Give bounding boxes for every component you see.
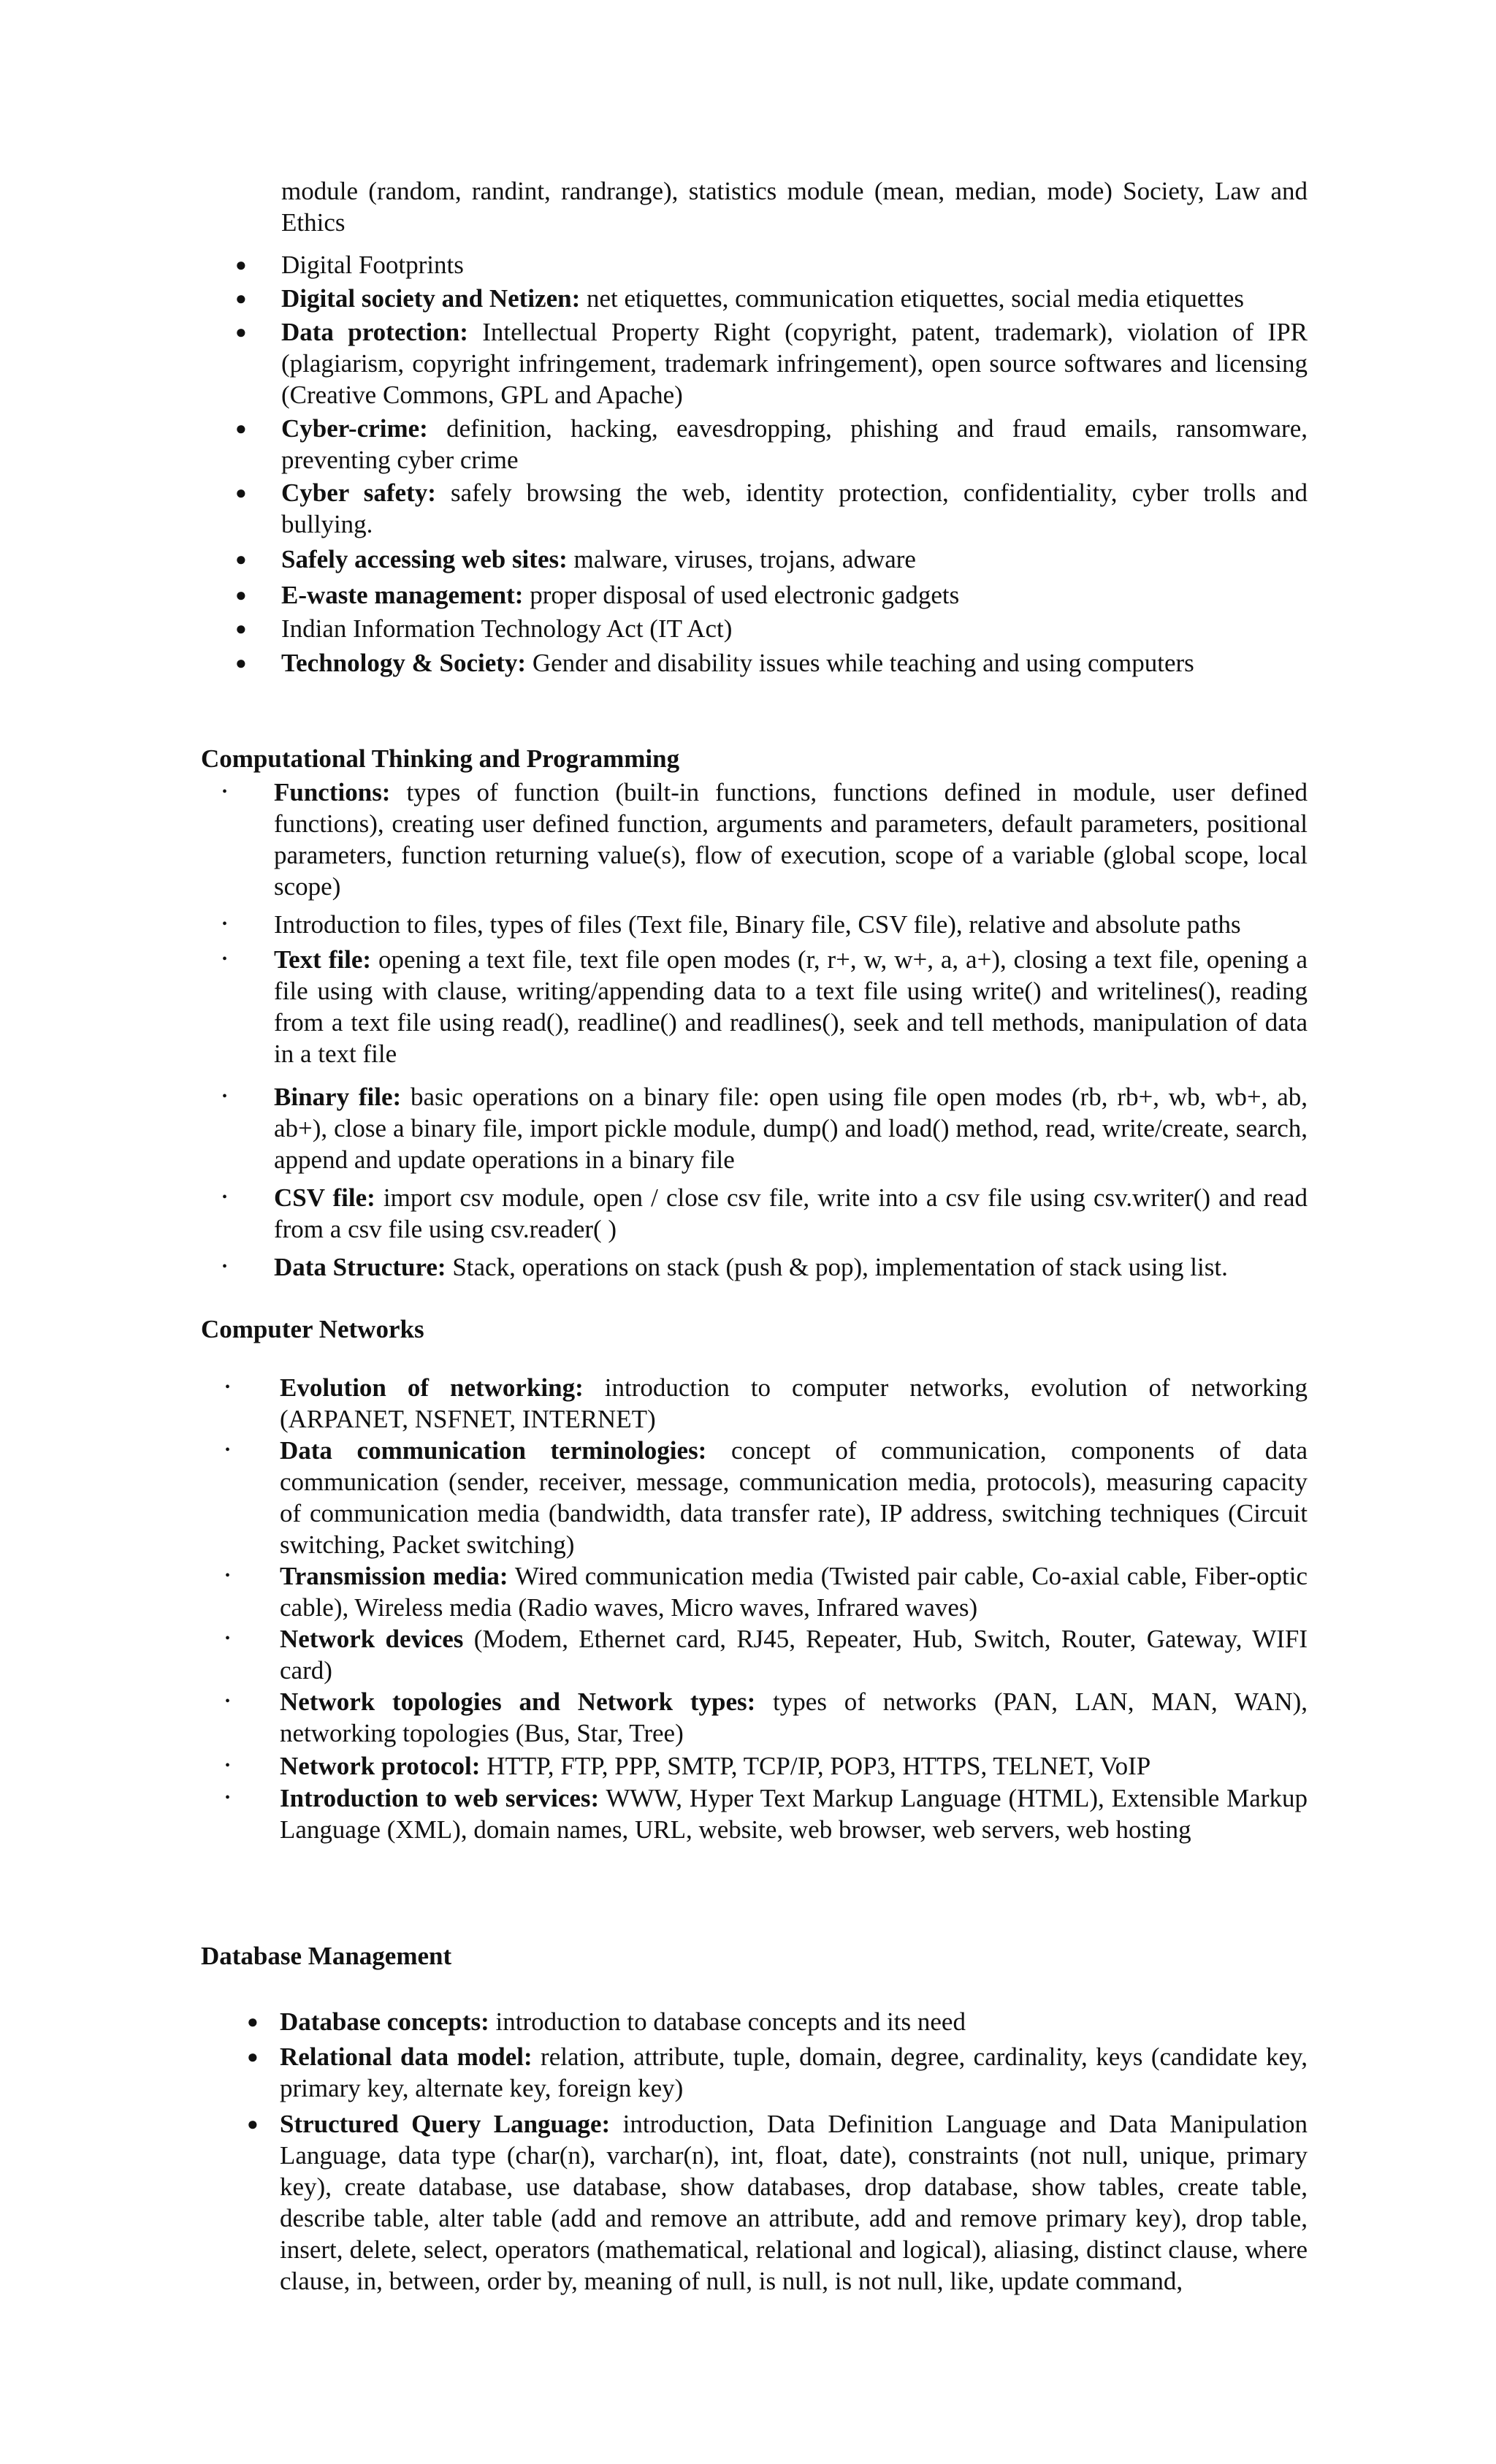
- bullet-icon: ●: [235, 482, 247, 503]
- list-item: CSV file: import csv module, open / close csv file, write into a csv file using csv.writer() and read from a csv file using csv.reader( ): [274, 1183, 1308, 1243]
- bullet-icon: ●: [235, 618, 247, 639]
- bullet-icon: ●: [247, 2011, 259, 2032]
- bullet-icon: •: [225, 1630, 231, 1647]
- list-item: Data communication terminologies: concept of communication, components of data communication (sender, receiver, message, communication media, protocols), measuring capacity of communication media (bandwidth, data transfer rate), IP address, switching techniques (Circuit switching, Packet switching): [280, 1436, 1308, 1559]
- bullet-icon: ●: [247, 2046, 259, 2067]
- list-item: Digital society and Netizen: net etiquettes, communication etiquettes, social media etiquettes: [281, 284, 1244, 313]
- bullet-icon: •: [225, 1758, 231, 1774]
- list-item: Transmission media: Wired communication media (Twisted pair cable, Co-axial cable, Fiber-optic cable), Wireless media (Radio waves, Micro waves, Infrared waves): [280, 1562, 1308, 1622]
- bullet-icon: •: [222, 1189, 228, 1205]
- bullet-icon: •: [222, 951, 228, 967]
- bullet-icon: ●: [235, 549, 247, 570]
- list-item: Data Structure: Stack, operations on stack (push & pop), implementation of stack using list.: [274, 1253, 1228, 1281]
- bullet-icon: •: [222, 916, 228, 932]
- list-item: Database concepts: introduction to database concepts and its need: [280, 2007, 966, 2036]
- bullet-icon: •: [225, 1379, 231, 1395]
- bullet-icon: •: [225, 1442, 231, 1458]
- bullet-icon: ●: [235, 418, 247, 439]
- list-item: E-waste management: proper disposal of used electronic gadgets: [281, 581, 960, 609]
- list-item: Network topologies and Network types: types of networks (PAN, LAN, MAN, WAN), networking topologies (Bus, Star, Tree): [280, 1687, 1308, 1747]
- section-heading-dbms: Database Management: [201, 1942, 452, 1970]
- bullet-icon: •: [225, 1568, 231, 1584]
- list-item: Functions: types of function (built-in functions, functions defined in module, user defined functions), creating user defined function, arguments and parameters, default parameters, positional parameters, function returning value(s), flow of execution, scope of a variable (global scope, local scope): [274, 778, 1308, 901]
- list-item: Network protocol: HTTP, FTP, PPP, SMTP, TCP/IP, POP3, HTTPS, TELNET, VoIP: [280, 1752, 1151, 1780]
- list-item: Structured Query Language: introduction, Data Definition Language and Data Manipulation Language, data type (char(n), varchar(n), int, float, date), constraints (not null, unique, primary key), create database, use database, show databases, drop database, show tables, create table, describe table, alter table (add and remove an attribute, add and remove primary key), drop table, insert, delete, select, operators (mathematical, relational and logical), aliasing, distinct clause, where clause, in, between, order by, meaning of null, is null, is not null, like, update command,: [280, 2110, 1308, 2295]
- bullet-icon: •: [222, 1259, 228, 1275]
- list-item: Network devices (Modem, Ethernet card, RJ45, Repeater, Hub, Switch, Router, Gateway, WIFI card): [280, 1625, 1308, 1685]
- bullet-icon: ●: [235, 584, 247, 606]
- bullet-icon: •: [222, 1088, 228, 1105]
- list-item: Cyber-crime: definition, hacking, eavesdropping, phishing and fraud emails, ransomware, preventing cyber crime: [281, 414, 1308, 474]
- bullet-icon: •: [225, 1790, 231, 1806]
- list-item: Evolution of networking: introduction to computer networks, evolution of networking (ARPANET, NSFNET, INTERNET): [280, 1373, 1308, 1433]
- bullet-icon: ●: [235, 254, 247, 275]
- list-item: Relational data model: relation, attribute, tuple, domain, degree, cardinality, keys (candidate key, primary key, alternate key, foreign key): [280, 2042, 1308, 2102]
- list-item: Binary file: basic operations on a binary file: open using file open modes (rb, rb+, wb, wb+, ab, ab+), close a binary file, import pickle module, dump() and load() method, read, write/create, search, append and update operations in a binary file: [274, 1083, 1308, 1174]
- list-item: Technology & Society: Gender and disability issues while teaching and using computers: [281, 649, 1194, 677]
- list-item: Digital Footprints: [281, 251, 464, 279]
- list-item: Data protection: Intellectual Property Right (copyright, patent, trademark), violation of IPR (plagiarism, copyright infringement, trademark infringement), open source softwares and licensing (Creative Commons, GPL and Apache): [281, 318, 1308, 409]
- list-item: Text file: opening a text file, text file open modes (r, r+, w, w+, a, a+), closing a text file, opening a file using with clause, writing/appending data to a text file using write() and writelines(), reading from a text file using read(), readline() and readlines(), seek and tell methods, manipulation of data in a text file: [274, 945, 1308, 1068]
- bullet-icon: ●: [235, 321, 247, 343]
- bullet-icon: ●: [235, 288, 247, 309]
- list-item: Introduction to files, types of files (Text file, Binary file, CSV file), relative and absolute paths: [274, 910, 1241, 939]
- list-item: Cyber safety: safely browsing the web, identity protection, confidentiality, cyber trolls and bullying.: [281, 478, 1308, 538]
- bullet-icon: ●: [235, 652, 247, 674]
- list-item: Indian Information Technology Act (IT Act): [281, 614, 733, 643]
- intro-continuation: module (random, randint, randrange), statistics module (mean, median, mode) Society, Law and Ethics: [281, 177, 1308, 237]
- bullet-icon: •: [225, 1693, 231, 1709]
- list-item: Introduction to web services: WWW, Hyper Text Markup Language (HTML), Extensible Markup Language (XML), domain names, URL, website, web browser, web servers, web hosting: [280, 1784, 1308, 1844]
- section-heading-ctp: Computational Thinking and Programming: [201, 744, 680, 773]
- list-item: Safely accessing web sites: malware, viruses, trojans, adware: [281, 545, 916, 573]
- section-heading-networks: Computer Networks: [201, 1315, 424, 1343]
- bullet-icon: •: [222, 784, 228, 800]
- bullet-icon: ●: [247, 2113, 259, 2135]
